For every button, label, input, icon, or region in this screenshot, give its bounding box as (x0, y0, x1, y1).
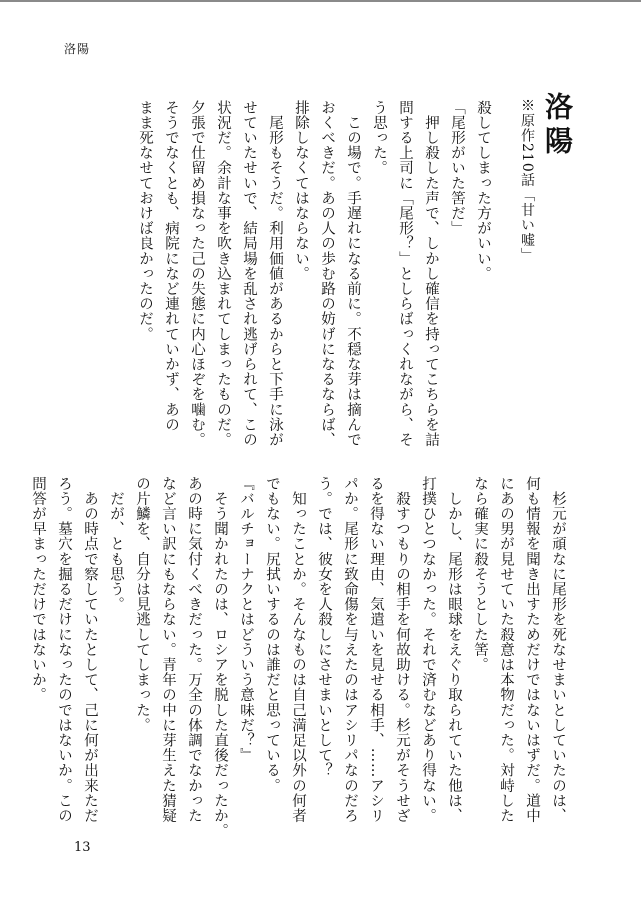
page-number: 13 (74, 840, 91, 855)
chapter-title: 洛陽 (541, 92, 574, 160)
body-text-lower (30, 476, 571, 848)
text-line: 何も情報を聞き出すためだけではないはずだ。道中 (524, 476, 540, 824)
text-line: 夕張で仕留め損なった己の失態に内心ほぞを噛む。 (189, 100, 205, 448)
text-line: そう聞かれたのは、ロシアを脱した直後だったか。 (212, 476, 228, 839)
text-line: 打撲ひとつなかった。それで済むなどあり得ない。 (420, 476, 436, 824)
text-line: まま死なせておけば良かったのだ。 (137, 100, 153, 342)
body-text-upper (66, 100, 496, 460)
text-line: そうでなくとも、病院になど連れていかず、あの (163, 100, 179, 433)
text-line: 杉元が頑なに尾形を死なせまいとしていたのは、 (550, 476, 566, 824)
chapter-subtitle: ※原作210話「甘い嘘」 (519, 98, 535, 263)
text-line: パか。尾形に致命傷を与えたのはアシリパなのだろ (342, 476, 358, 824)
text-line: だが、とも思う。 (108, 476, 124, 612)
text-line: なら確実に殺そうとした筈。 (472, 476, 488, 673)
text-line: しかし、尾形は眼球をえぐり取られていた他は、 (446, 476, 462, 824)
title-block (517, 92, 574, 263)
text-line: う思った。 (371, 100, 387, 176)
text-line: の片鱗を、自分は見逃してしまった。 (134, 476, 150, 733)
running-header: 洛陽 (64, 42, 91, 56)
text-line: ろう。墓穴を掘るだけになったのではないか。この (56, 476, 72, 824)
text-line: 『バルチョーナクとはどういう意味だ？』 (238, 476, 254, 763)
text-line: せていたせいで、結局場を乱され逃げられて、この (241, 100, 257, 448)
text-line: あの時点で察していたとして、己に何が出来ただ (82, 476, 98, 824)
text-line: 押し殺した声で、しかし確信を持ってこちらを詰 (423, 100, 439, 448)
top-rule (0, 0, 641, 2)
text-line: など言い訳にもならない。青年の中に芽生えた猜疑 (160, 476, 176, 824)
text-line: 殺すつもりの相手を何故助ける。杉元がそうせざ (394, 476, 410, 824)
text-line: あの時に気付くべきだった。万全の体調でなかった (186, 476, 202, 824)
text-line: 殺してしまった方がいい。 (475, 100, 491, 282)
text-line: にあの男が見せていた殺意は本物だった。対峙した (498, 476, 514, 824)
text-line: るを得ない理由、気遣いを見せる相手、……アシリ (368, 476, 384, 824)
text-line: でもない。尻拭いするのは誰だと思っている。 (264, 476, 280, 794)
text-line: 問答が早まっただけではないか。 (30, 476, 46, 703)
text-line: う。では、彼女を人殺しにさせまいとして？ (316, 476, 332, 778)
text-line: 排除しなくてはならない。 (293, 100, 309, 282)
text-line: 問する上司に「尾形？」としらばっくれながら、そ (397, 100, 413, 448)
text-line: 尾形もそうだ。利用価値があるからと下手に泳が (267, 100, 283, 448)
text-line: 知ったことか。そんなものは自己満足以外の何者 (290, 476, 306, 824)
text-line: おくべきだ。あの人の歩む路の妨げになるならば、 (319, 100, 335, 448)
text-line: この場で。手遅れになる前に。不穏な芽は摘んで (345, 100, 361, 448)
text-line: 状況だ。余計な事を吹き込まれてしまったものだ。 (215, 100, 231, 448)
text-line: 「尾形がいた筈だ」 (449, 100, 465, 236)
